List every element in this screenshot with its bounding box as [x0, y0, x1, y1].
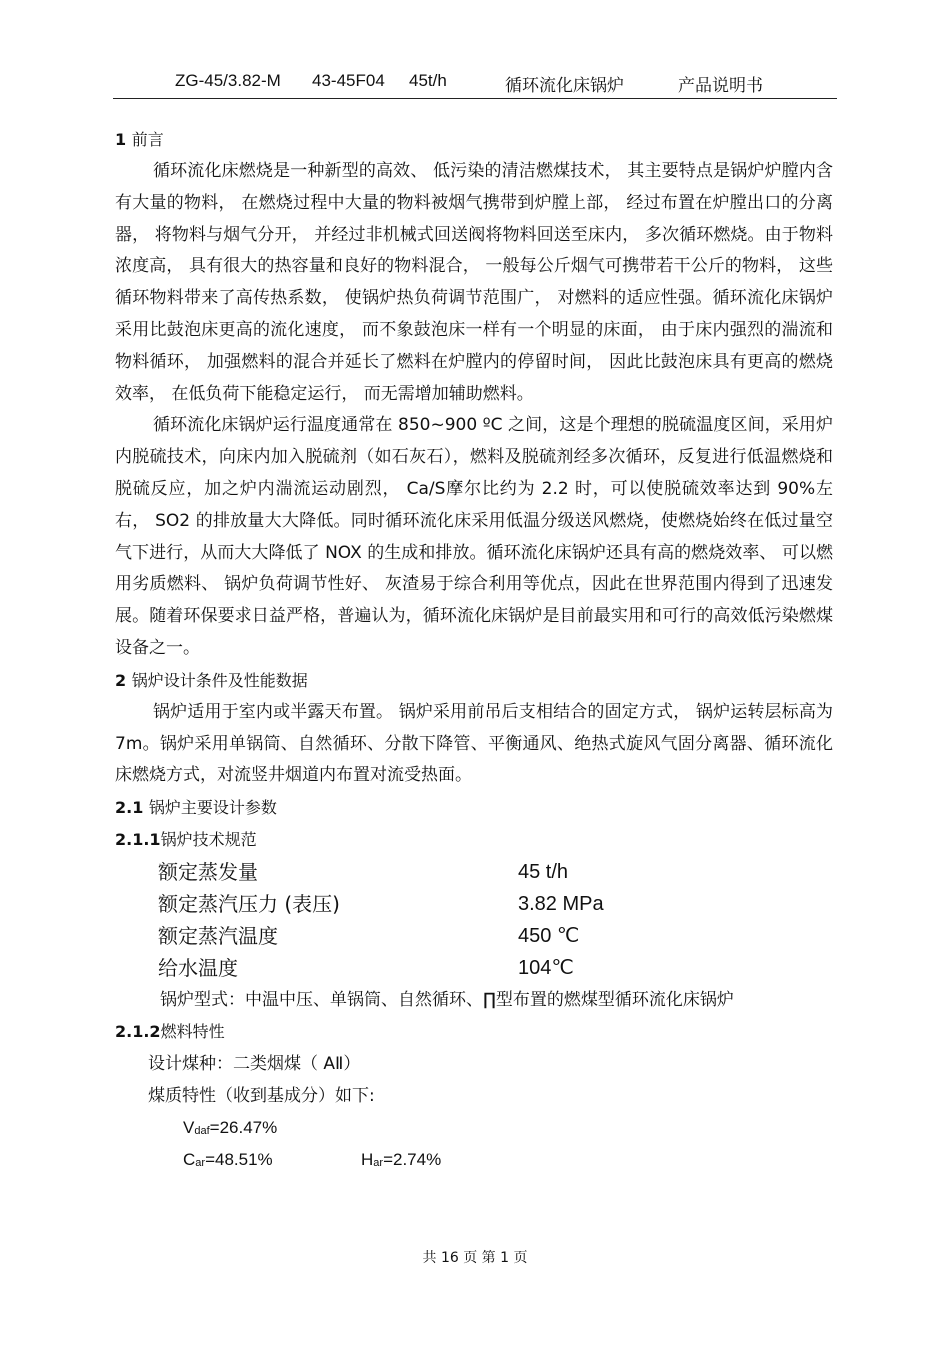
- fuel-row: [115, 1144, 833, 1176]
- fuel-h-ar: [361, 1144, 441, 1179]
- spec-value: 3.82 MPa: [518, 893, 604, 916]
- section-number: 1: [115, 130, 127, 149]
- header-code: 43-45F04: [312, 71, 385, 90]
- header-model: ZG-45/3.82-M: [175, 71, 281, 90]
- spec-row: [115, 888, 833, 920]
- spec-row: [115, 856, 833, 888]
- section-heading: [115, 124, 833, 156]
- fuel-symbol: V: [183, 1118, 195, 1138]
- fuel-row: [115, 1112, 833, 1144]
- design-conditions-paragraph: 锅炉适用于室内或半露天布置。 锅炉采用前吊后支相结合的固定方式， 锅炉运转层标高为 7m。锅炉采用单锅筒、自然循环、分散下降管、平衡通风、绝热式旋风气固分离器、循环流化床燃烧方式，对流竖井烟道内布置对流受热面。: [115, 701, 833, 786]
- section-number: 2: [115, 670, 127, 690]
- spec-row: [115, 920, 833, 952]
- document-body: [115, 124, 833, 1176]
- spec-label: 额定蒸汽温度: [158, 924, 278, 949]
- coal-quality-line: 煤质特性（收到基成分）如下:: [148, 1086, 375, 1107]
- section-number: 2.1.2: [115, 1022, 161, 1042]
- spec-label: 给水温度: [158, 956, 238, 981]
- section-number: 2.1: [115, 798, 144, 818]
- fuel-value: =48.51%: [205, 1150, 273, 1170]
- spec-value: 450 ℃: [518, 925, 580, 948]
- spec-table: [115, 856, 833, 984]
- spec-label: 额定蒸发量: [158, 860, 258, 885]
- section-title: 燃料特性: [160, 1022, 225, 1042]
- spec-row: [115, 952, 833, 984]
- section-title: 前言: [131, 130, 164, 149]
- header-capacity: 45t/h: [409, 71, 447, 90]
- section-title: 锅炉主要设计参数: [148, 798, 277, 818]
- page-footer: 共 16 页 第 1 页: [422, 1250, 528, 1266]
- fuel-subscript: ar: [373, 1157, 384, 1170]
- subsection-heading: [115, 1016, 833, 1048]
- section-number: 2.1.1: [115, 830, 161, 850]
- fuel-value: =26.47%: [209, 1118, 278, 1138]
- fuel-c-ar: [183, 1144, 273, 1179]
- spec-label: 额定蒸汽压力 (表压): [158, 892, 340, 917]
- fuel-v-daf: [183, 1112, 277, 1147]
- header-doc-type: 产品说明书: [678, 76, 763, 96]
- spec-value: 45 t/h: [518, 861, 569, 884]
- intro-paragraph-1: 循环流化床燃烧是一种新型的高效、 低污染的清洁燃煤技术， 其主要特点是锅炉炉膛内含有大量的物料， 在燃烧过程中大量的物料被烟气携带到炉膛上部， 经过布置在炉膛出口的分离器， 将物料与烟气分开， 并经过非机械式回送阀将物料回送至床内， 多次循环燃烧。由于物料浓度高， 具有很大的热容量和良好的物料混合， 一般每公斤烟气可携带若干公斤的物料， 这些循环物料带来了高传热系数， 使锅炉热负荷调节范围广， 对燃料的适应性强。循环流化床锅炉采用比鼓泡床更高的流化速度， 而不象鼓泡床一样有一个明显的床面， 由于床内强烈的湍流和物料循环， 加强燃料的混合并延长了燃料在炉膛内的停留时间， 因此比鼓泡床具有更高的燃烧效率， 在低负荷下能稳定运行， 而无需增加辅助燃料。: [115, 161, 833, 404]
- fuel-subscript: ar: [195, 1157, 206, 1170]
- fuel-subscript: daf: [194, 1125, 210, 1138]
- subsection-heading: [115, 792, 833, 824]
- subsection-heading: [115, 824, 833, 856]
- intro-paragraph-2: 循环流化床锅炉运行温度通常在 850~900 ºC 之间，这是个理想的脱硫温度区间，采用炉内脱硫技术，向床内加入脱硫剂（如石灰石），燃料及脱硫剂经多次循环，反复进行低温燃烧和脱硫反应，加之炉内湍流运动剧烈， Ca/S摩尔比约为 2.2 时，可以使脱硫效率达到 90%左右， SO2 的排放量大大降低。同时循环流化床采用低温分级送风燃烧，使燃烧始终在低过量空气下进行，从而大大降低了 NOX 的生成和排放。循环流化床锅炉还具有高的燃烧效率、 可以燃用劣质燃料、 锅炉负荷调节性好、 灰渣易于综合利用等优点，因此在世界范围内得到了迅速发展。随着环保要求日益严格，普遍认为，循环流化床锅炉是目前最实用和可行的高效低污染燃煤设备之一。: [115, 415, 833, 658]
- section-title: 锅炉技术规范: [160, 830, 257, 850]
- coal-type-line: 设计煤种：二类烟煤（ AⅡ）: [148, 1054, 361, 1075]
- section-title: 锅炉设计条件及性能数据: [131, 670, 308, 690]
- section-heading: [115, 665, 833, 697]
- page-header: [113, 68, 837, 99]
- fuel-symbol: H: [361, 1150, 374, 1170]
- header-product: 循环流化床锅炉: [505, 76, 624, 96]
- spec-value: 104℃: [518, 957, 574, 980]
- fuel-symbol: C: [183, 1150, 196, 1170]
- boiler-type-line: 锅炉型式：中温中压、单锅筒、自然循环、∏型布置的燃煤型循环流化床锅炉: [160, 990, 734, 1011]
- fuel-value: =2.74%: [383, 1150, 442, 1170]
